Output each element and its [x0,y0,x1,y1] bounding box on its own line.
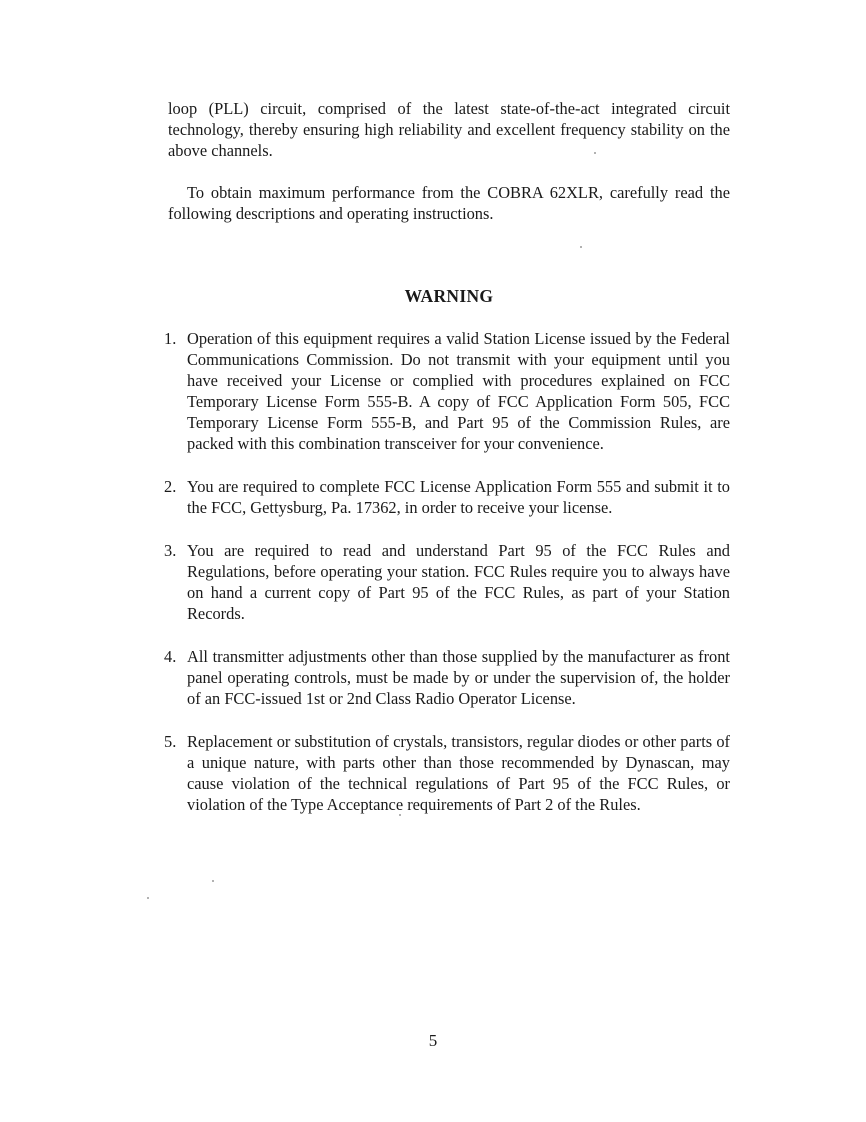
warning-item-number: 4. [164,647,177,666]
intro-paragraph-1: loop (PLL) circuit, comprised of the latest state-of-the-act integrated circuit technology, thereby ensuring high reliability and excellent frequency stability on the above channels. [168,99,730,160]
warning-list [164,328,730,837]
warning-item-1 [164,328,730,454]
warning-item-text: Replacement or substitution of crystals, transistors, regular diodes or other parts of a unique nature, with parts other than those recommended by Dynascan, may cause violation of the technical regulations of Part 95 of the FCC Rules, or violation of the Type Acceptance requirements of Part 2 of the Rules. [187,732,730,814]
warning-heading: WARNING [404,286,494,306]
intro-paragraph-2: To obtain maximum performance from the COBRA 62XLR, carefully read the following descriptions and operating instructions. [168,183,730,223]
scan-speck [594,152,596,154]
warning-item-number: 2. [164,477,177,496]
warning-item-3 [164,540,730,624]
warning-item-5 [164,731,730,815]
scan-speck [212,880,214,882]
warning-item-number: 5. [164,732,177,751]
warning-item-number: 1. [164,329,177,348]
warning-item-2 [164,476,730,518]
page-number: 5 [428,1031,438,1050]
warning-item-text: You are required to read and understand Part 95 of the FCC Rules and Regulations, before operating your station. FCC Rules require you to always have on hand a current copy of Part 95 of the FCC Rules, as part of your Station Records. [187,541,730,623]
warning-item-text: You are required to complete FCC License Application Form 555 and submit it to the FCC, Gettysburg, Pa. 17362, in order to receive your license. [187,477,730,517]
warning-item-number: 3. [164,541,177,560]
warning-item-4 [164,646,730,709]
scan-speck [580,246,582,248]
scan-speck [147,897,149,899]
scan-speck [399,814,401,816]
warning-item-text: Operation of this equipment requires a valid Station License issued by the Federal Communications Commission. Do not transmit with your equipment until you have received your License or complied with procedures explained on FCC Temporary License Form 555-B. A copy of FCC Application Form 505, FCC Temporary License Form 555-B, and Part 95 of the Commission Rules, are packed with this combination transceiver for your convenience. [187,329,730,453]
warning-item-text: All transmitter adjustments other than those supplied by the manufacturer as front panel operating controls, must be made by or under the supervision of, the holder of an FCC-issued 1st or 2nd Class Radio Operator License. [187,647,730,708]
